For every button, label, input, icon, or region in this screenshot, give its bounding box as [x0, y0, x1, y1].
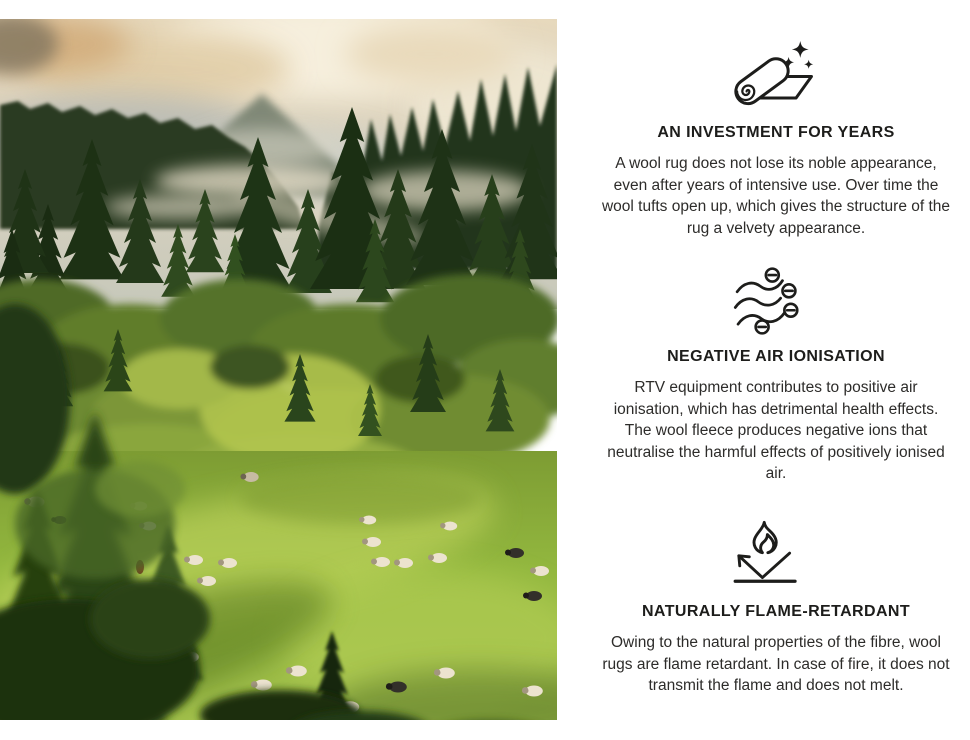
- feature-body: RTV equipment contributes to positive air ionisation, which has detrimental health effects. The wool fleece produces negative ions that neutralise the harmful effects of positively ionised air.: [607, 379, 945, 482]
- hero-photo: [0, 19, 557, 720]
- flame-retardant-icon: [600, 517, 952, 593]
- feature-title: AN INVESTMENT FOR YEARS: [657, 124, 895, 141]
- feature-flame: [600, 517, 952, 697]
- negative-ions-air-icon: [600, 262, 952, 338]
- feature-body: Owing to the natural properties of the fibre, wool rugs are flame retardant. In case of fire, it does not transmit the flame and does not melt.: [602, 634, 950, 694]
- feature-ionisation: [600, 262, 952, 485]
- feature-investment: [600, 38, 952, 239]
- feature-title: NATURALLY FLAME-RETARDANT: [641, 603, 911, 620]
- rolled-rug-sparkle-icon: [600, 38, 952, 114]
- hero-photo-canvas: [0, 19, 557, 720]
- feature-body: A wool rug does not lose its noble appearance, even after years of intensive use. Over time the wool tufts open up, which gives the structure of the rug a velvety appearance.: [601, 155, 951, 237]
- feature-title: NEGATIVE AIR IONISATION: [667, 348, 885, 365]
- features-panel: [600, 0, 952, 740]
